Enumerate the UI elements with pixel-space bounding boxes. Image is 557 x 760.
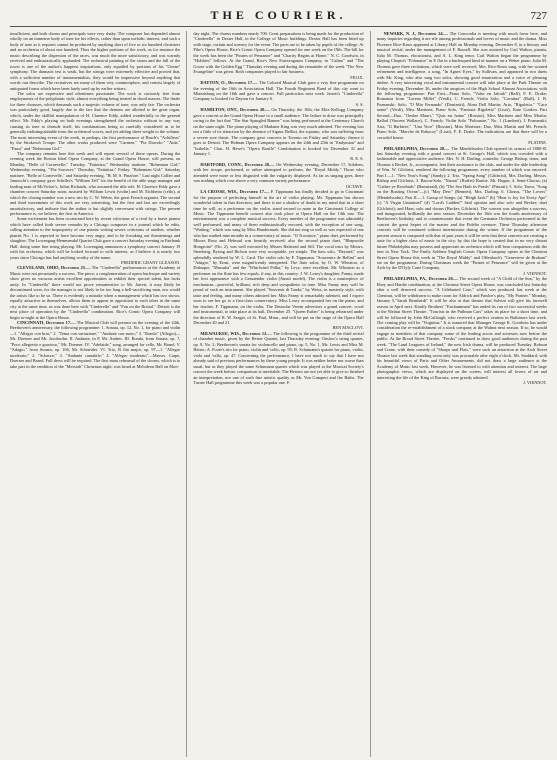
- byline-signature: PLATINE.: [528, 140, 547, 146]
- article-paragraph: [377, 276, 547, 380]
- article-paragraph: [193, 162, 363, 184]
- column-rule: [370, 31, 371, 757]
- paragraph-text: The Colored Musical Club gave a very fine programme on the evening of the 16th in Association Hall. The Fourth Regiment Band of this city went to Miamisburg on the 16th and gave a concert. Full particulars next week. Jarrett's "Cinderella" Company is booked for Dayton for January 6.: [193, 80, 364, 102]
- byline-signature: J. VIENNOT.: [523, 380, 547, 385]
- dateline: NEWARK, N. J., December 24.—: [383, 31, 449, 36]
- byline-signature: OCTAVE.: [345, 183, 364, 189]
- paragraph-text: The Mendelssohn Club opened its season of 1880-81 last Saturday evening with a grand concert at St. George's Hall, which was crowded with a fashionable and appreciative audience. Mrs. N. H. Darling, contralto; George Bishop, tenor, and Thomas à Becket, Jr., accompanist, lent their assistance to the club, and under the able leadership of Wm. W. Gilchrist, rendered the following programme, every number of which was encored: Part I.—1. "New Year's Song" (Sandy); 2. Trio, "Spring Song" (Gilchrist), Mrs. Darling, Messrs. Bishop and Gilchrist; 3. Bacon-Solo, "Nanon" (Ruffer) Baritie. Mr. Hogan; 4. Semi-Chorus, (a) "Gather ye Rosebuds" (Bumstead), (b) "The Sea Hath its Pearls" (Pinsuti); 5. Solo, Tenor, "Song on the Roaring Ocean"—(c) "May Dew" (Bennett), Mrs. Darling; 6. Chorus, "The Lovers" (Mendelssohn). Part II.—1. Group of Songs; (a) "Heigh Jack!" (b) "Hear is Joy for Every Ape" (c) "A Virgin Unstained" (d) "Lord's Ladden!" Seal opinion and also solo and Becker; duet (Gilchrist); and Haas; solo and chorus (Becker, Gilchrist). The concert was altogether a success, and inaugurated, brilliantly the new season. December the 16th was the fourth anniversary of Beethoven's birthday, and to commemorate that event the Germania Orchestra performed in the concert the great Septet of the master and the Fidelio overture. These Thursday afternoon concerts will be continued without intermission during the winter. If the programme of the present season is compared with that of past years it will be seen that these concerts are creating a taste for a higher class of music in the city; by this the hope is created that in no very distant future Philadelphia may possess and appreciate an orchestra which will bear comparison with the best in New York. The Emily Soldene English Comic Opera Company opens at the Chestnut Street Opera House this week in "The Royal Middy" and Offenbach's "Genevieve de Brabant" are on the programme. During Christmas week the "Pirates of Penzance" will be given at the Arch by the D'Oyly Carte Company.: [376, 145, 547, 271]
- dateline: CINCINNATI, December 17.—: [17, 320, 76, 326]
- article-columns: [10, 31, 547, 757]
- dateline: PHILADELPHIA, PA., December 20.—: [383, 276, 459, 282]
- article-paragraph: [10, 151, 180, 216]
- paragraph-text: The company remains here this week and will repeat several of these operas. During the evening week the Boston Ideal Opera Company, at the Grand Opera House, will present, on Monday, "Belle of Cornevelle;" Tuesday, "Fatinitza;" Wednesday matinee, "Bohemian Girl;" Wednesday evening, "The Sorcerer;" Thursday, "Fatinitza;" Friday, "Bohemian Girl;" Saturday matinee, "Belle of Cornevelle," and Saturday evening, "H. M. S. Pinafore." Last night Collier and Jamoschi's company gave Schiller's "William Tell" for the benefit of the able stage manager and leading man of McVicker's, Julius Richards, who assumed the title role. H. Clarence Eddy gave a chamber concert Saturday noon, assisted by William Lewis (violin) and M. Eichheim (cello), at which the closing number was a new trio by C. W. Weber, the great French organist. The second and third movements of this work are very interesting, but the first and last are exceedingly unsatisfactory, and indicate that the author is but slightly conversant with strings. The present performance is, we believe, the first in America.: [10, 150, 181, 216]
- dateline: MILWAUKEE, WIS., December 12.—: [200, 330, 272, 336]
- dateline: DAYTON, O., December 17.—: [200, 80, 258, 86]
- dateline: LA CROSSE, WIS., December 17.—: [200, 189, 270, 195]
- paragraph-text: Some excitement has been occasioned here by recent criticisms of a rival by a brave pianist which have called forth severe remarks by a Chicago composer in a journal which he edits, calling attention to the impropriety of one pianist writing severe criticisms of another, whether pianist No. 1 is reported to have become very angry, and to be forsaking out threatenings and slaughter. The Lowengarg-Hemmendal Quartet Club gave a concert Saturday evening in Fairbank Hall, doing some fine string playing. Mr. Lowengarg announces a symphony concert January 19 with his orchestra, which will be looked forward to with interest, as I believe it is nearly two years since Chicago has had anything worthy of the name.: [10, 216, 181, 260]
- dateline: HAMILTON, ONT., December 20.—: [200, 107, 270, 113]
- byline-signature: FREDERIC GRANT GLEASON.: [120, 260, 181, 266]
- paragraph-text: day night. The chorus numbers nearly 700. Great preparations is being made for the production of "Cinderella" in Dexter Hall, in the College of Music buildings. Dexter Hall has been fitted up with stage, curtain and scenery for the event. The parts are to be taken by pupils of the college. At Pike's Opera House, Rice's Comic Opera Company opened for one week on the 19th. The bill for the week has been the "Pirates of Penzance" and "Charity Begins at Home." N. C. Goodwin, in "Hobbies" follows. At the Grand, Rice's New Extravaganza Company, in "Calino" and "The Goose with the Golden Egg." Thursday evening and during the remainder of the week "The New Evangeline" was given. Both companies played to fair business.: [193, 31, 364, 75]
- paragraph-text: F. Tippmann has finally decided to go to Cincinnati for the purpose of perfecting himself in the art of violin playing. Mr. Tippmann has shown wonderful talent in that direction, and there is not a shadow of doubt in my mind that in a short time he will, as a performer on the violin, stand second to none in the Cincinnati College of Music. The Tippmann benefit concert also took place at Opera Hall on the 13th inst. The entertainment was a complete musical success. Every number of the programme was admirably well performed, and many of them enthusiastically encored, with the exception of one song, "Waiting," which was sung by Miss Hundermark. She did not sing so well as was expected of one who has studied nine months in a conservatory of music. "Il Trovatore," piano duet, performed by Misses Rosa and Helmud was heartily received; also the second piano duet, "Rhapsodie Hongroise" (No. 2), was well executed by Misses Halstead and Sill. The vocal trios by Messrs. Sternberg, Byring and Bichon were very acceptable, yet simple. The bass solo, "Beyond," was splendidly rendered by W. L. Card. The violin solo by F. Tippmann, "Souvenirs de Bellini" and "Adagio," by Ernst, were magnificently interpreted. The flute solos, by O. W. Wheaton, of Dubuque, "Mazurka" and the "Whirlwind Polka," by Levy, were excellent. Mr. Wheaton as a performer on the flute has few equals, if any, in this country. J. W. Losey's daughter, Fanny, made her first appearance with a Gemaender violin (Amati model). The violin is a masterpiece of mechanism—powerful, brilliant, rich deep and sympathetic in tone. Miss Fanny may well be proud of such an instrument. She played "Souvenir di Tonda," by Weiss, in masterly style, with taste and feeling, and many others admired her. Miss Fanny is remarkably talented, and I expect soon to see her go to a first-class conservatory. Miss Losey accompanied her on the piano, and her teacher, F. Tippmann, on the violin. The Deutsche Verein advertises a grand concert, vocal and instrumental, to take place at its hall, December 25. "Queen Esther" is being rehearsed under the direction of R. W. Seager, of St. Paul, Minn., and will be put on the stage of the Opera Hall December 20 and 21.: [193, 189, 364, 326]
- dateline: PHILADELPHIA, December 20.—: [383, 145, 450, 151]
- column-2: [193, 31, 363, 757]
- article-paragraph: [193, 189, 363, 325]
- article-paragraph: [10, 320, 180, 369]
- article-paragraph: [10, 31, 180, 91]
- paragraph-text: On Wednesday evening, December 17, Sobilem, with her troupe, performed, or rather attempted to perform, the "Royal Middy." Those who attended were more or less disgusted with the vulgarity displayed. As far as singing goes, there was nothing which rose above a very common variety performance.: [193, 161, 364, 184]
- paragraph-text: The "Cinderella" performances at the Academy of Music were not pecuniarily a success. The piece, a conglomeration of opera burlesque and variety show gives no vacuous artists excellent opportunities to exhibit their special talent, but lacks unity. In "Cinderella" there would not prove remunerative to Mr. Jarrett, it may likely be discontinued soon, for the manager is not likely to be too long a hell-sacrificing man, nor would the artists like to be so. There is evidently a mistake when a management which has two shows, equally attractive in themselves, allows them to appear in opposition to each other in the same city at the same time, as was done here with "Cinderella" and "Fun on the Bristol." Detroit is the next place of operation by the "Cinderella" combination. Rice's Comic Opera Company will begin to-night at the Opera House.: [10, 265, 181, 320]
- byline-signature: FELIX.: [350, 74, 364, 80]
- article-paragraph: [10, 216, 180, 260]
- byline-signature: S. S.: [355, 101, 364, 107]
- article-paragraph: [10, 91, 180, 151]
- dateline: CLEVELAND, OHIO, December 25.—: [17, 265, 91, 271]
- paragraph-text: The second week of "A Child of the Sun," by the Hoey and Hardie combination, at the Chestnut Street Opera House, was concluded last Saturday after a well deserved success. "A Celebrated Case," which was produced last week at the Chestnut, will be withdrawn to make room for Aldrich and Parsloe's play, "My Partner." Monday, January 5,"Sarah Bernhardt" It will be also at that theatre that Salvini will give his farewell season in April next. Kiralfy Brothers' "Enchantment" has ended its run of two successful weeks at the Walnut Street Theatre. "Tourists in the Pullman Cars" takes its place for a short time, and will be followed by John McCullough, who received a perfect ovation in Baltimore last week. The coming play will be "Virginius." It is rumored that Manager George K. Goodwin has under consideration the re-establishment of a stock company at the Walnut next season. If so, he would engage as members of that company some of the leading actors and actresses now before the public. At the Broad Street Theatre, "Fresks" continued to draw good audiences during the past week. "The Land Leaguers of Ireland," the new Irish drama, will be produced Tuesday. Robson and Crane, with their comedy of "Sharps and Flats," were such an attraction at the Arch Street Theatre last week that standing room only was procurable after eight o'clock. Mr. Stoddard, with his beautiful views of Paris and Other Amusements, did not draw a large audience at the Academy of Music last week. However, he was listened to with attention and interest. The large photographic views, which are displayed on the screen, will interest all lovers of art and interesting the life of the King of Bavaria, were greatly admired.: [376, 276, 547, 380]
- article-paragraph: [193, 31, 363, 75]
- article-paragraph: [193, 80, 363, 102]
- paragraph-text: The Musical Club will present on the evening of the 24th, Beethoven's anniversary, the following programme: 1. Sonata, op. 12, No. 1, for piano and violin—I. "Allegro con brio;" 2. "Tema con variazione," "Andante con moto;" 3. "Rondo" (Allegro)—Mr. Doerner and Mr. Jacobsohn. II. Andante, in F, Mr. Andres. III. Rondo, from Sonata, op. 7, "Poco allegretto e grazioso," Mr. Doerner. IV. "Adelaide," song, arranged for cello, Mr. Brand. V. "Adagio," from Sonata, op. 106, Mr. Schneider. VI. Trio, B flat major, op. 97—1. "Allegro moderato;" 2. "Scherzo;" 3. "Andante cantabile;" 4. "Allegro moderato"—Messrs. Carpe, Doerner and Brand. Full dress will be required. The first mass rehearsal of the chorus, which is to take part in the rendition of the "Messiah" Christmas night, was heard at Melodeon Hall on Mon-: [10, 320, 181, 369]
- paragraph-text: The following is the programme of the third recital of chamber music, given by the Heiser Quartet, last Thursday evening: Onslow's string quartet, op. 9, No. 2; Beethoven's sonata for violoncello and piano, op. 5, No. 1, Mr. Lewis and Miss M. Heiser; A. Foote's trio for piano, violin and 'cello, op. 95; R. Schumann's quartet for piano, violin, viola and 'cello, op. 47. Concerning the performance, I have not much to say that I have not already said of previous performances by these young people. It was neither better nor worse than usual, but as they played the same Schumann quartet which was played at the Musical Society's concert the week before, comparison is inevitable. The Heisers are not yet able to give so finished an interpretation, nor one of such fine artistic quality as Mr. Von Gumpert and the Baths. The Turner Hall programme this week was a popular one. F.: [193, 330, 364, 385]
- masthead: [10, 8, 547, 27]
- paragraph-text: On Thursday, the 10th, the Elite Kellogg Company gave a concert at the Grand Opera House to a small audience. The failure to draw was principally owing to the fact that "The Star Spangled Banner" was being performed at the Centenary Church on the same night. The piano playing of Madame King was very much admired. The evening lost not a little of its attraction by the absence of Signor Bellini, the soprano, who was suffering from a severe sore throat. The company gave concerts in Toronto on Friday and Saturday; thence it goes to Detroit. The Holman Opera Company appears on the 24th and 25th in "Endymion" and "Isabella." Chas. H. Hewe's "Opera Bouffe" Combination is booked for December 31 and January 1.: [193, 107, 364, 156]
- article-paragraph: [377, 146, 547, 271]
- column-rule: [186, 31, 187, 757]
- paragraph-text: insufficient, and both chorus and principals were very shaky. The composer has depended almost wholly on an immense body of tone for his effects, rather than upon melodic interest, and such a body of tone as it requires cannot be produced by anything short of five or six hundred choristers and an orchestra of about one hundred. Thus the higher portions of the work, as for instance the music describing the dispersion of the races, was much the more satisfactory, and was warmly received and enthusiastically applauded. The orchestral painting of the storm and the fall of the tower is one of the author's happiest inspirations, only equalled by portions of his "Ocean" symphony. The dramatic test is weak, but the strings were extremely effective and proved that, with a sufficient number of instrumentalists, they would be impressive beyond anything that words can describe. The recitatives are many of them very commonplace, and consist largely of antiquated forms which have been lately used up by earlier writers.: [10, 31, 181, 91]
- paragraph-text: The Concordia is meeting with much favor here, and many inquiries regarding it are rife among professionals and lovers of music and the drama. Miss Florence Rice-Knox appeared at Library Hall on Monday evening, December 8, in a literary and musical recital, under the management of F. Russell. She was assisted by Carl Walton, pianist, Julia M. Thomas, elocutionist, and A. L. King tenor. Carl Walton began the programme by playing Chopin's "Polonaise" in E flat in a burlesqued kind of manner on a Weber piano. Julia M. Thomas gave three recitations, which were well received. Mrs. Rice-Knox sang, with her wonted refinement and intelligence, a song, "In Agnes' Eyes," by Sullivan, and appeared in two duets with Mr. King, who also sang two solos, showing good enunciation and a voice of pleasing timbre. A very interesting vocal and instrumental concert will take place at the Park Theatre on Friday evening, December 26, under the auspices of the High School Alumni Association, with the following programme: Part First—Piano Solo, "Valse en Jaloub" (Raff), F. E. Drake; Romanza from "Lorena Miller" (Verdi), C. French; Violin Solo, "Cavatina" (Raff), I. B. Poznanski; Solo, "O Mio Fernando" (Donizetti), Alma Dell Martin; Aria, "Rigoletto," "Caro nome" (Verdi), Miss Martinez; Piano Solo, "Fantasie Rigoletto" (Liszt), Kate Gordon. Part Second—Duo, "Ombre Mauri," "Quis est homo" (Rossini), Miss Martinez and Miss Martin; Ballad (Vincent Wallace), C. French; Violin Solo "Polonaise," No. 1 (Lambert), I. Poznanski; Aria, "Il Barbiere," "Una Voce" (Rossini), Miss Martinez; Duo, Miss Martin and Mr. French; Piano Solo, "Marche de Rakoczy" (Liszt), F. E. Drake. The indications are that there will be a crowded house.: [376, 31, 547, 140]
- byline-signature: J. VIENNOT.: [523, 270, 547, 276]
- article-paragraph: [193, 107, 363, 156]
- column-3: [377, 31, 547, 757]
- page-number: 727: [530, 10, 547, 22]
- byline-signature: R. E. S.: [350, 156, 364, 162]
- dateline: HARTFORD, CONN., December 20.—: [200, 161, 275, 167]
- column-1: [10, 31, 180, 757]
- article-paragraph: [10, 265, 180, 320]
- paragraph-text: The solos are expressive and oftentimes passionate. The work is curiously free from employments of the polyphonic style, almost everything being treated in chord masses. The finale for three choruses, which demands such a majestic volume of tone, was only fair. The orchestra was particularly good, largely due to the fact that the demons are allotted to the great organ, which, under the skillful manipulation of H. Clarence Eddy, added wonderfully to the general effect. Mr. Eddy's playing on both evenings strengthened the orchestra without in any way causing its tone to obtrude itself, his combinations being so carefully considered as to be generally indistinguishable from the orchestral voices, and yet adding sheer weight to the volume. The most interesting event of the week, in perhaps, the first performance of Bruch's "Achilleus" by the Strakosch Troupe. The other works produced were "Carmen," "Pia Diavolo," "Aida," "Faust" and "Bohemian Girl.": [10, 90, 181, 151]
- byline-signature: BEN MACLOVI.: [332, 325, 364, 331]
- article-paragraph: [377, 31, 547, 140]
- article-paragraph: [193, 331, 363, 386]
- masthead-title: THE COURIER.: [210, 8, 347, 22]
